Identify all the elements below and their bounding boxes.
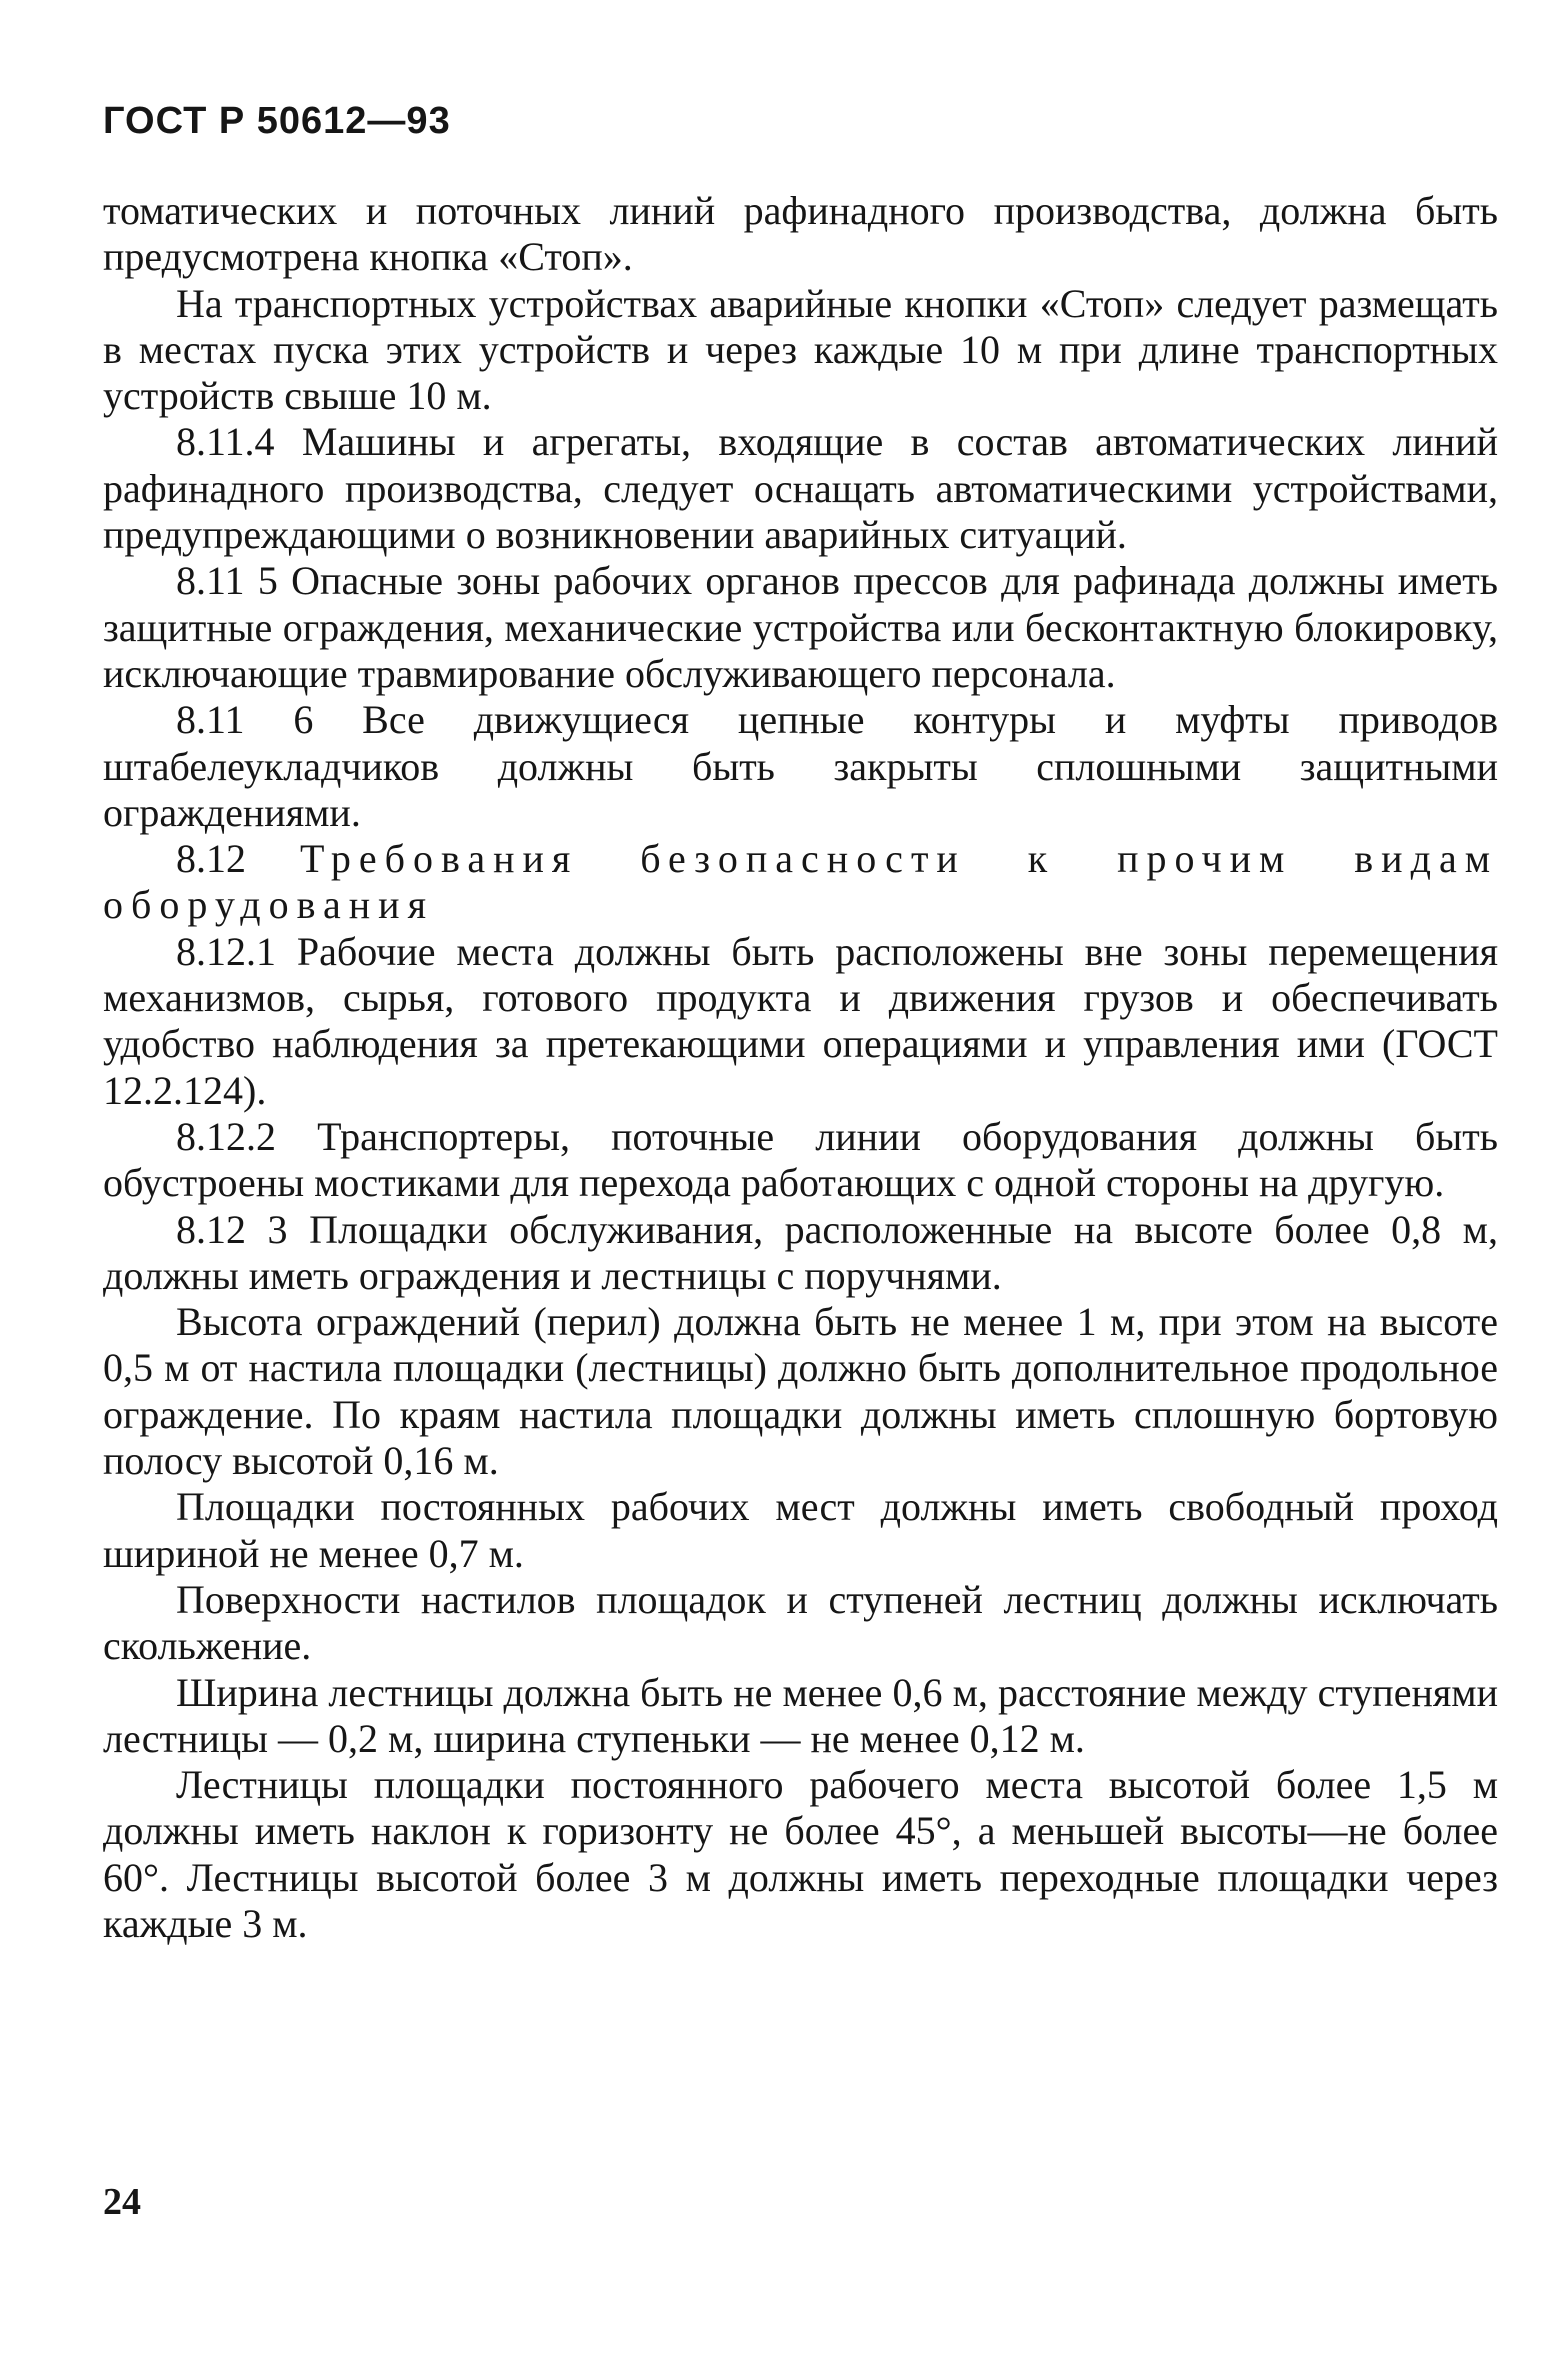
paragraph-ladder-width: Ширина лестницы должна быть не менее 0,6 м, расстояние между ступенями лестницы — 0,2 м, ширина ступеньки — не менее 0,12 м. — [103, 1669, 1498, 1761]
paragraph-8-11-5: 8.11 5 Опасные зоны рабочих органов прессов для рафинада должны иметь защитные ограждения, механические устройства или бесконтактную блокировку, исключающие травмирование обслуживающего персонала. — [103, 558, 1498, 696]
section-title: Требования безопасности к прочим видам оборудования — [103, 836, 1499, 928]
paragraph-continuation: томатических и поточных линий рафинадного производства, должна быть предусмотрена кнопка «Стоп». — [103, 188, 1498, 280]
paragraph-8-12-2: 8.12.2 Транспортеры, поточные линии оборудования должны быть обустроены мостиками для перехода работающих с одной стороны на другую. — [103, 1113, 1498, 1206]
page-number: 24 — [103, 2181, 141, 2223]
document-body — [103, 188, 1498, 1947]
paragraph-anti-slip: Поверхности настилов площадок и ступеней лестниц должны исключать скольжение. — [103, 1576, 1498, 1669]
section-heading-8-12 — [103, 836, 1498, 929]
paragraph-stop-buttons: На транспортных устройствах аварийные кнопки «Стоп» следует размещать в местах пуска этих устройств и через каждые 10 м при длине транспортных устройств свыше 10 м. — [103, 280, 1498, 419]
paragraph-railing-height: Высота ограждений (перил) должна быть не менее 1 м, при этом на высоте 0,5 м от настила площадки (лестницы) должно быть дополнительное продольное ограждение. По краям настила площадки должны иметь сплошную бортовую полосу высотой 0,16 м. — [103, 1299, 1498, 1484]
document-header: ГОСТ Р 50612—93 — [103, 100, 451, 142]
paragraph-8-12-3: 8.12 3 Площадки обслуживания, расположенные на высоте более 0,8 м, должны иметь ограждения и лестницы с поручнями. — [103, 1206, 1498, 1298]
paragraph-8-11-4: 8.11.4 Машины и агрегаты, входящие в состав автоматических линий рафинадного производства, следует оснащать автоматическими устройствами, предупреждающими о возникновении аварийных ситуаций. — [103, 419, 1498, 558]
section-number: 8.12 — [176, 836, 246, 882]
paragraph-8-12-1: 8.12.1 Рабочие места должны быть расположены вне зоны перемещения механизмов, сырья, готового продукта и движения грузов и обеспечивать удобство наблюдения за претекающими операциями и управления ими (ГОСТ 12.2.124). — [103, 928, 1498, 1113]
paragraph-8-11-6: 8.11 6 Все движущиеся цепные контуры и муфты приводов штабелеукладчиков должны быть закрыты сплошными защитными ограждениями. — [103, 697, 1498, 835]
paragraph-passage-width: Площадки постоянных рабочих мест должны иметь свободный проход шириной не менее 0,7 м. — [103, 1484, 1498, 1576]
paragraph-ladder-incline: Лестницы площадки постоянного рабочего места высотой более 1,5 м должны иметь наклон к горизонту не более 45°, а меньшей высоты—не более 60°. Лестницы высотой более 3 м должны иметь переходные площадки через каждые 3 м. — [103, 1762, 1498, 1946]
